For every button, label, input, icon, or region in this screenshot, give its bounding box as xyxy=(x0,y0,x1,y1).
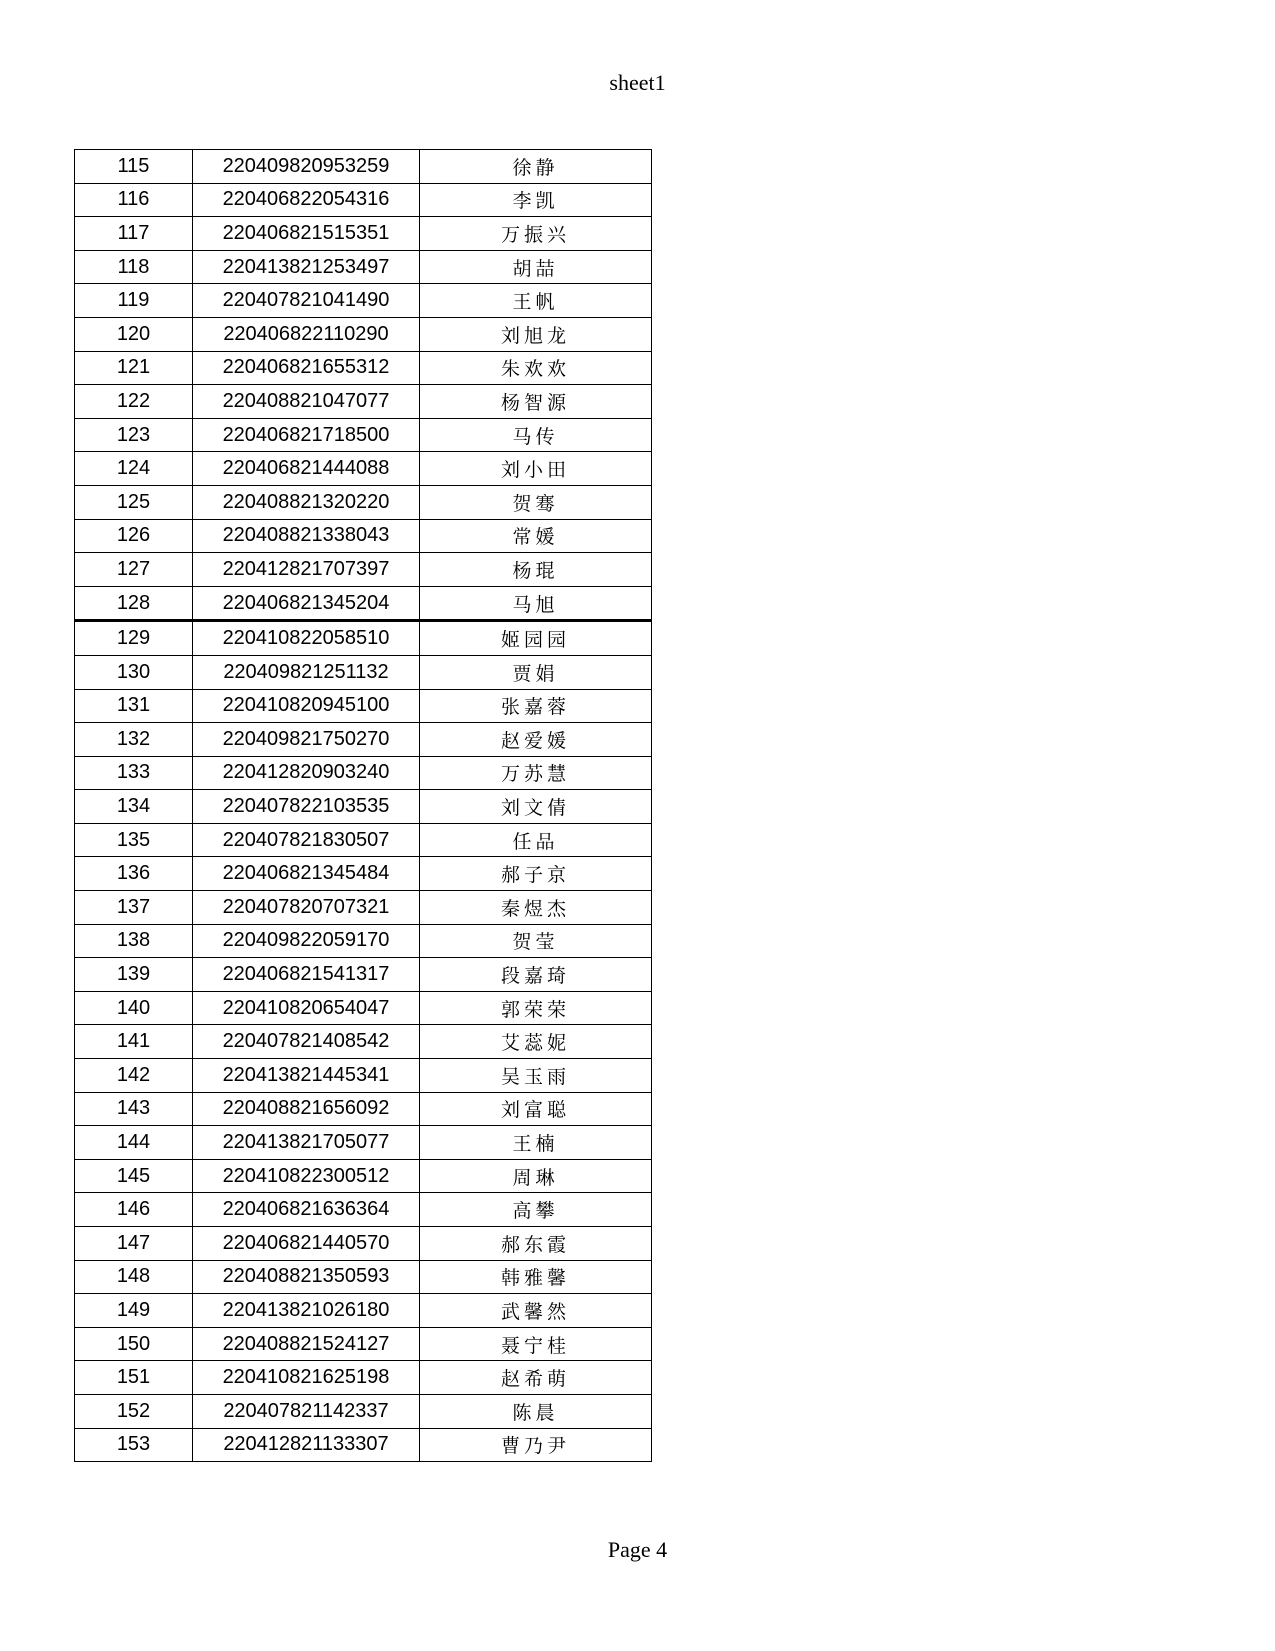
row-number-cell: 129 xyxy=(75,621,193,656)
roster-table-body xyxy=(75,150,652,1462)
name-cell: 常媛 xyxy=(420,519,652,553)
table-row xyxy=(75,655,652,689)
name-cell: 刘小田 xyxy=(420,452,652,486)
table-row xyxy=(75,958,652,992)
table-row xyxy=(75,284,652,318)
name-cell: 万苏慧 xyxy=(420,756,652,790)
row-number-cell: 138 xyxy=(75,924,193,958)
name-cell: 周琳 xyxy=(420,1159,652,1193)
id-number-cell: 220406821636364 xyxy=(193,1193,420,1227)
id-number-cell: 220409821251132 xyxy=(193,655,420,689)
table-row xyxy=(75,1059,652,1093)
row-number-cell: 127 xyxy=(75,553,193,587)
row-number-cell: 119 xyxy=(75,284,193,318)
id-number-cell: 220406821515351 xyxy=(193,217,420,251)
row-number-cell: 128 xyxy=(75,586,193,621)
name-cell: 郝子京 xyxy=(420,857,652,891)
name-cell: 马传 xyxy=(420,418,652,452)
name-cell: 郭荣荣 xyxy=(420,991,652,1025)
row-number-cell: 130 xyxy=(75,655,193,689)
name-cell: 赵希萌 xyxy=(420,1361,652,1395)
name-cell: 朱欢欢 xyxy=(420,351,652,385)
name-cell: 陈晨 xyxy=(420,1394,652,1428)
name-cell: 韩雅馨 xyxy=(420,1260,652,1294)
id-number-cell: 220410820945100 xyxy=(193,689,420,723)
name-cell: 万振兴 xyxy=(420,217,652,251)
name-cell: 郝东霞 xyxy=(420,1227,652,1261)
id-number-cell: 220408821524127 xyxy=(193,1327,420,1361)
id-number-cell: 220408821350593 xyxy=(193,1260,420,1294)
row-number-cell: 142 xyxy=(75,1059,193,1093)
name-cell: 徐静 xyxy=(420,150,652,184)
id-number-cell: 220413821445341 xyxy=(193,1059,420,1093)
table-row xyxy=(75,586,652,621)
table-row xyxy=(75,1092,652,1126)
id-number-cell: 220406822110290 xyxy=(193,317,420,351)
table-row xyxy=(75,553,652,587)
row-number-cell: 135 xyxy=(75,823,193,857)
table-row xyxy=(75,924,652,958)
table-row xyxy=(75,790,652,824)
table-row xyxy=(75,1227,652,1261)
name-cell: 艾蕊妮 xyxy=(420,1025,652,1059)
name-cell: 张嘉蓉 xyxy=(420,689,652,723)
row-number-cell: 125 xyxy=(75,485,193,519)
name-cell: 杨智源 xyxy=(420,385,652,419)
table-row xyxy=(75,621,652,656)
table-row xyxy=(75,991,652,1025)
row-number-cell: 131 xyxy=(75,689,193,723)
row-number-cell: 140 xyxy=(75,991,193,1025)
id-number-cell: 220413821253497 xyxy=(193,250,420,284)
id-number-cell: 220406821718500 xyxy=(193,418,420,452)
id-number-cell: 220412821133307 xyxy=(193,1428,420,1462)
name-cell: 高攀 xyxy=(420,1193,652,1227)
table-row xyxy=(75,317,652,351)
row-number-cell: 116 xyxy=(75,183,193,217)
name-cell: 刘富聪 xyxy=(420,1092,652,1126)
table-row xyxy=(75,1025,652,1059)
row-number-cell: 136 xyxy=(75,857,193,891)
row-number-cell: 134 xyxy=(75,790,193,824)
id-number-cell: 220406821655312 xyxy=(193,351,420,385)
table-row xyxy=(75,1428,652,1462)
id-number-cell: 220407822103535 xyxy=(193,790,420,824)
row-number-cell: 147 xyxy=(75,1227,193,1261)
table-row xyxy=(75,418,652,452)
table-row xyxy=(75,1260,652,1294)
row-number-cell: 143 xyxy=(75,1092,193,1126)
name-cell: 贾娟 xyxy=(420,655,652,689)
table-row xyxy=(75,857,652,891)
table-row xyxy=(75,217,652,251)
id-number-cell: 220406821345484 xyxy=(193,857,420,891)
row-number-cell: 145 xyxy=(75,1159,193,1193)
id-number-cell: 220408821320220 xyxy=(193,485,420,519)
name-cell: 杨琨 xyxy=(420,553,652,587)
name-cell: 刘旭龙 xyxy=(420,317,652,351)
row-number-cell: 149 xyxy=(75,1294,193,1328)
id-number-cell: 220413821705077 xyxy=(193,1126,420,1160)
name-cell: 贺骞 xyxy=(420,485,652,519)
name-cell: 姬园园 xyxy=(420,621,652,656)
row-number-cell: 148 xyxy=(75,1260,193,1294)
id-number-cell: 220410821625198 xyxy=(193,1361,420,1395)
name-cell: 王楠 xyxy=(420,1126,652,1160)
table-row xyxy=(75,689,652,723)
row-number-cell: 124 xyxy=(75,452,193,486)
id-number-cell: 220406821444088 xyxy=(193,452,420,486)
table-row xyxy=(75,1327,652,1361)
table-row xyxy=(75,1394,652,1428)
id-number-cell: 220412820903240 xyxy=(193,756,420,790)
table-row xyxy=(75,519,652,553)
id-number-cell: 220406821440570 xyxy=(193,1227,420,1261)
row-number-cell: 146 xyxy=(75,1193,193,1227)
row-number-cell: 122 xyxy=(75,385,193,419)
row-number-cell: 153 xyxy=(75,1428,193,1462)
name-cell: 赵爱媛 xyxy=(420,723,652,757)
table-row xyxy=(75,756,652,790)
table-row xyxy=(75,452,652,486)
row-number-cell: 115 xyxy=(75,150,193,184)
table-row xyxy=(75,485,652,519)
id-number-cell: 220407820707321 xyxy=(193,891,420,925)
row-number-cell: 121 xyxy=(75,351,193,385)
table-row xyxy=(75,351,652,385)
id-number-cell: 220407821408542 xyxy=(193,1025,420,1059)
table-row xyxy=(75,891,652,925)
name-cell: 马旭 xyxy=(420,586,652,621)
row-number-cell: 126 xyxy=(75,519,193,553)
id-number-cell: 220407821830507 xyxy=(193,823,420,857)
row-number-cell: 150 xyxy=(75,1327,193,1361)
table-row xyxy=(75,823,652,857)
row-number-cell: 137 xyxy=(75,891,193,925)
id-number-cell: 220409821750270 xyxy=(193,723,420,757)
id-number-cell: 220408821338043 xyxy=(193,519,420,553)
id-number-cell: 220408821047077 xyxy=(193,385,420,419)
sheet-title: sheet1 xyxy=(609,70,666,95)
name-cell: 段嘉琦 xyxy=(420,958,652,992)
id-number-cell: 220413821026180 xyxy=(193,1294,420,1328)
row-number-cell: 117 xyxy=(75,217,193,251)
row-number-cell: 123 xyxy=(75,418,193,452)
id-number-cell: 220409820953259 xyxy=(193,150,420,184)
name-cell: 李凯 xyxy=(420,183,652,217)
row-number-cell: 144 xyxy=(75,1126,193,1160)
page-number: Page 4 xyxy=(607,1537,668,1562)
id-number-cell: 220406822054316 xyxy=(193,183,420,217)
name-cell: 贺莹 xyxy=(420,924,652,958)
table-row xyxy=(75,1159,652,1193)
name-cell: 武馨然 xyxy=(420,1294,652,1328)
table-row xyxy=(75,723,652,757)
table-row xyxy=(75,1294,652,1328)
name-cell: 任品 xyxy=(420,823,652,857)
table-row xyxy=(75,150,652,184)
table-row xyxy=(75,250,652,284)
id-number-cell: 220407821142337 xyxy=(193,1394,420,1428)
id-number-cell: 220406821345204 xyxy=(193,586,420,621)
roster-table xyxy=(74,149,652,1462)
id-number-cell: 220408821656092 xyxy=(193,1092,420,1126)
name-cell: 秦煜杰 xyxy=(420,891,652,925)
table-row xyxy=(75,385,652,419)
row-number-cell: 132 xyxy=(75,723,193,757)
name-cell: 聂宁桂 xyxy=(420,1327,652,1361)
row-number-cell: 118 xyxy=(75,250,193,284)
id-number-cell: 220406821541317 xyxy=(193,958,420,992)
id-number-cell: 220410822058510 xyxy=(193,621,420,656)
row-number-cell: 120 xyxy=(75,317,193,351)
name-cell: 胡喆 xyxy=(420,250,652,284)
row-number-cell: 151 xyxy=(75,1361,193,1395)
row-number-cell: 139 xyxy=(75,958,193,992)
row-number-cell: 141 xyxy=(75,1025,193,1059)
id-number-cell: 220410822300512 xyxy=(193,1159,420,1193)
row-number-cell: 133 xyxy=(75,756,193,790)
name-cell: 曹乃尹 xyxy=(420,1428,652,1462)
table-row xyxy=(75,1361,652,1395)
id-number-cell: 220412821707397 xyxy=(193,553,420,587)
table-row xyxy=(75,1126,652,1160)
name-cell: 王帆 xyxy=(420,284,652,318)
id-number-cell: 220409822059170 xyxy=(193,924,420,958)
table-row xyxy=(75,1193,652,1227)
row-number-cell: 152 xyxy=(75,1394,193,1428)
id-number-cell: 220407821041490 xyxy=(193,284,420,318)
name-cell: 刘文倩 xyxy=(420,790,652,824)
id-number-cell: 220410820654047 xyxy=(193,991,420,1025)
table-row xyxy=(75,183,652,217)
name-cell: 吴玉雨 xyxy=(420,1059,652,1093)
